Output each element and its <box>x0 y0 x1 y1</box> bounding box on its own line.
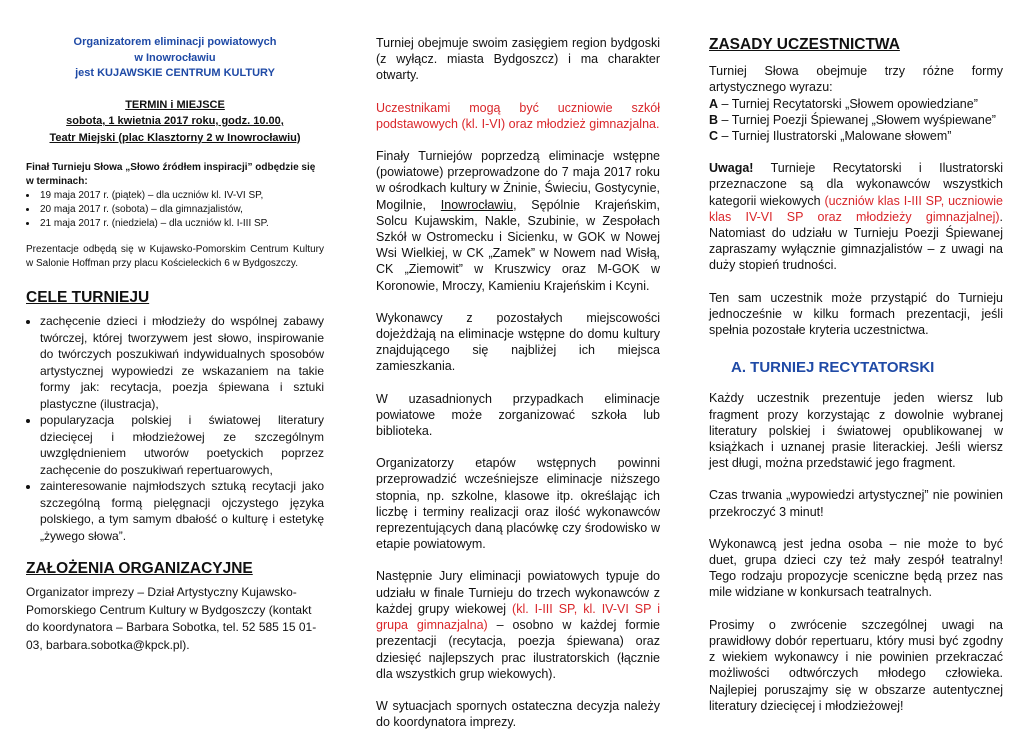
other-cities-paragraph: Wykonawcy z pozostałych miejscowości dojeżdżają na eliminacje wstępne do domu kultury znajdującego się najbliżej ich miejsca zamieszkania. <box>376 310 660 374</box>
participants-paragraph: Uczestnikami mogą być uczniowie szkół podstawowych (kl. I-VI) oraz młodzież gimnazjalna. <box>376 100 660 131</box>
uwaga-key: Uwaga! <box>709 161 754 176</box>
finals-paragraph <box>376 148 660 294</box>
school-paragraph: W uzasadnionych przypadkach eliminacje powiatowe może zorganizować szkoła lub biblioteka. <box>376 391 660 439</box>
zasady-form-b <box>709 112 1003 128</box>
cele-list <box>26 313 324 544</box>
disputes-paragraph: W sytuacjach spornych ostateczna decyzja należy do koordynatora imprezy. <box>376 698 660 730</box>
zalozenia-text: Organizator imprezy – Dział Artystyczny Kujawsko-Pomorskiego Centrum Kultury w Bydgoszczy (kontakt do koordynatora – Barbara Sobotka, tel. 52 585 15 01-03, barbara.sobotka@kpck.pl). <box>26 585 317 652</box>
final-date-item: • 21 maja 2017 r. (niedziela) – dla uczniów kl. I-III SP. <box>26 217 324 231</box>
jury-text-a: Następnie Jury eliminacji powiatowych typuje do udziału w finale Turnieju do trzech wykonawców z każdej grupy wiekowej <box>376 569 660 616</box>
form-c-label: – Turniej Ilustratorski „Malowane słowem” <box>718 129 952 144</box>
cele-heading: CELE TURNIEJU <box>26 289 150 306</box>
termin-block <box>26 97 324 147</box>
finals-city-underlined: Inowrocławiu <box>440 197 514 212</box>
recytatorski-paragraph-4: Prosimy o zwrócenie szczególnej uwagi na prawidłowy dobór repertuaru, który musi być zgodny z wiekiem wykonawcy i nie powinien przekraczać możliwości odtwórczych młodego człowieka. Najlepiej poruszajmy się w obszarze autentycznej literatury dziecięcej i młodzieżowej! <box>709 617 1003 713</box>
final-block <box>26 161 324 231</box>
form-c-key: C <box>709 129 719 144</box>
zasady-intro: Turniej Słowa obejmuje trzy różne formy artystycznego wyrazu: <box>709 64 1003 95</box>
right-column <box>709 37 1003 714</box>
termin-date: sobota, 1 kwietnia 2017 roku, godz. 10.00, <box>66 115 284 127</box>
termin-heading: TERMIN i MIEJSCE <box>125 98 225 111</box>
same-participant-paragraph: Ten sam uczestnik może przystąpić do Turnieju jednocześnie w kilku formach prezentacji, jeśli spełnia pozostałe kryteria uczestnictwa. <box>709 290 1003 338</box>
finals-text-a: Finały Turniejów poprzedzą eliminacje wstępne (powiatowe) przeprowadzone do 7 maja 2017 roku w ośrodkach kultury w Żninie, Świeciu, Gostycynie, Mogilnie, <box>376 149 660 212</box>
organizer-line-3: jest KUJAWSKIE CENTRUM KULTURY <box>75 67 275 79</box>
organizer-line-1: Organizatorem eliminacji powiatowych <box>73 36 277 48</box>
recytatorski-paragraph-1: Każdy uczestnik prezentuje jeden wiersz lub fragment prozy korzystając z dowolnie wybranej literatury polskiej i światowej opublikowanej w książkach i uznanej prasie literackiej. Jeśli wiersz jest długi, można przedstawić jego fragment. <box>709 391 1003 471</box>
form-a-key: A <box>709 96 719 111</box>
organizer-block <box>26 35 324 82</box>
region-paragraph: Turniej obejmuje swoim zasięgiem region bydgoski (z wyłącz. miasta Bydgoszcz) i ma charakter otwarty. <box>376 36 660 83</box>
zasady-form-c <box>709 128 1003 144</box>
final-date-item: • 19 maja 2017 r. (piątek) – dla uczniów kl. IV-VI SP, <box>26 189 324 203</box>
jury-groups-red: (kl. I-III SP, kl. IV-VI SP i grupa gimnazjalna) <box>376 601 660 633</box>
recytatorski-heading: A. TURNIEJ RECYTATORSKI <box>731 359 935 377</box>
uwaga-text-a: Turnieje Recytatorski i Ilustratorski przeznaczone są dla wykonawców wszystkich kategorii wiekowych <box>709 161 1003 208</box>
form-b-label: – Turniej Poezji Śpiewanej „Słowem wyśpiewane” <box>718 112 996 127</box>
left-column <box>26 0 324 654</box>
cele-item: • zachęcenie dzieci i młodzieży do wspólnej zabawy twórczej, której tworzywem jest słowo, inspirowanie do twórczych poszukiwań indywidualnych sposobów artystycznej wypowiedzi ze wskazaniem na takie formy jak: recytacja, poezja śpiewana i sztuki plastyczne (ilustracja), <box>40 313 324 412</box>
organizer-line-2: w Inowrocławiu <box>134 51 216 64</box>
jury-text-c: – osobno w każdej formie prezentacji (recytacja, poezja śpiewana) oraz dziesięć najlepszych prac ilustratorskich (łącznie dla wszystkich grup wiekowych). <box>376 618 661 681</box>
cele-item: • zainteresowanie najmłodszych sztuką recytacji jako szczególną formą pielęgnacji ojczystego języka polskiego, a tym samym dbałość o kulturę i estetykę „żywego słowa”. <box>40 478 324 544</box>
final-date-item: • 20 maja 2017 r. (sobota) – dla gimnazjalistów, <box>26 203 324 217</box>
uwaga-groups-red: (uczniów klas I-III SP, uczniowie klas IV-VI SP oraz młodzieży gimnazjalnej) <box>709 193 1003 224</box>
finals-text-c: , Sępólnie Krajeńskim, Solcu Kujawskim, Nakle, Szubinie, w Zespołach Szkół w Ostromecku i Sicienku, w GOK w Nowej Wsi Wielkiej, w CK „Zamek” w Nowem nad Wisłą, CK „Ziemowit” w Kruszwicy oraz M-GOK w Koronowie, Mroczy, Kamieniu Krajeńskim i Kcyni. <box>376 197 661 293</box>
form-a-label: – Turniej Recytatorski „Słowem opowiedziane” <box>718 96 978 111</box>
zasady-heading: ZASADY UCZESTNICTWA <box>709 36 900 53</box>
zalozenia-heading: ZAŁOŻENIA ORGANIZACYJNE <box>26 560 253 577</box>
zasady-forms <box>709 96 1003 145</box>
organizers-paragraph: Organizatorzy etapów wstępnych powinni przeprowadzić wcześniejsze eliminacje niższego stopnia, np. szkolne, klasowe itp. określając ich liczbę i terminy realizacji oraz ilość wykonawców reprezentujących daną placówkę czy środowisko w etapie powiatowym. <box>376 456 660 552</box>
middle-column <box>376 35 660 730</box>
uwaga-text-b: . Natomiast do udziału w Turnieju Poezji Śpiewanej zapraszamy wyłącznie gimnazjalistów – z uwagi na duży stopień trudności. <box>709 209 1003 273</box>
uwaga-paragraph <box>709 160 1003 273</box>
recytatorski-paragraph-3: Wykonawcą jest jedna osoba – nie może to być duet, grupa dzieci czy też mały zespół teatralny! Tego rodzaju propozycje sceniczne będą przez nas mile widziane w konkursach teatralnych. <box>709 536 1003 600</box>
termin-place: Teatr Miejski (plac Klasztorny 2 w Inowrocławiu) <box>49 131 301 144</box>
final-dates-list <box>26 189 324 231</box>
jury-paragraph <box>376 568 660 681</box>
final-heading: Finał Turnieju Słowa „Słowo źródłem inspiracji” odbędzie się w terminach: <box>26 162 316 187</box>
presentations-note: Prezentacje odbędą się w Kujawsko-Pomorskim Centrum Kultury w Salonie Hoffman przy placu Kościeleckich 6 w Bydgoszczy. <box>26 244 324 269</box>
zasady-form-a <box>709 96 1003 112</box>
recytatorski-paragraph-2: Czas trwania „wypowiedzi artystycznej” nie powinien przekroczyć 3 minut! <box>709 488 1003 519</box>
cele-item: • popularyzacja polskiej i światowej literatury dziecięcej i młodzieżowej ze szczególnym uwzględnieniem utworów poetyckich poprzez zachęcenie do poszukiwań repertuarowych, <box>40 412 324 478</box>
form-b-key: B <box>709 112 719 127</box>
